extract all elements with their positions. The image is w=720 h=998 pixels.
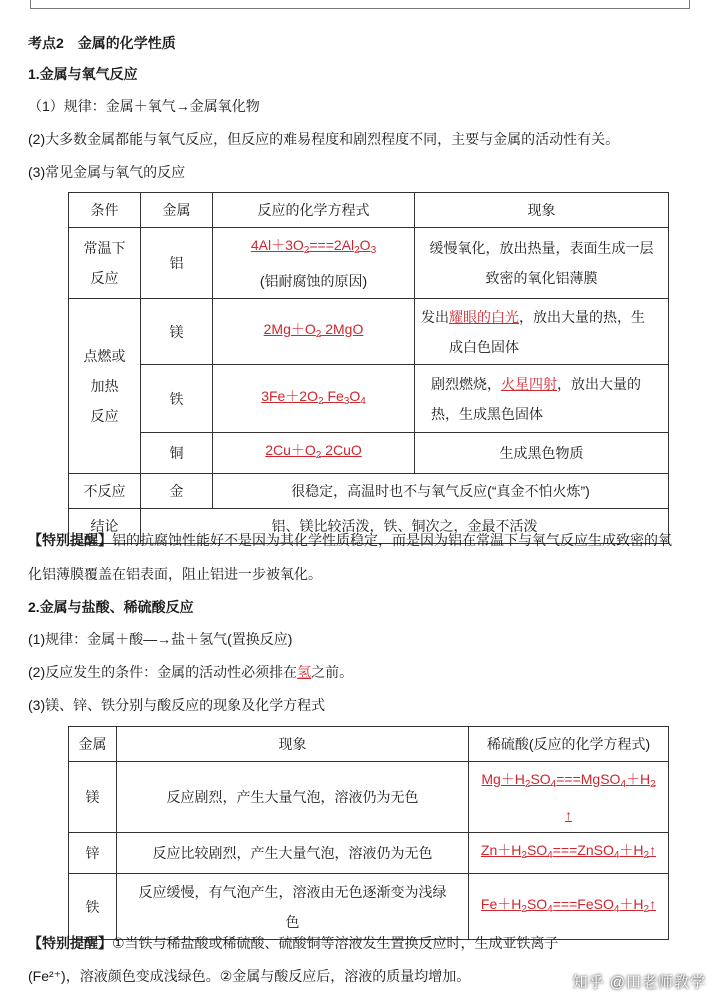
table-row [69,299,669,365]
table-row [69,874,669,940]
conclusion-text: 铝、镁比较活泼，铁、铜次之，金最不活泼 [141,509,669,544]
table-header: 现象 [117,727,469,762]
table-row [69,228,669,299]
condition-cell: 不反应 [69,474,141,509]
phenomenon-text: 热，生成黑色固体 [431,405,543,422]
table-header: 金属 [69,727,117,762]
phenomenon-cell: 反应剧烈，产生大量气泡，溶液仍为无色 [117,762,469,833]
metal-cell: 镁 [141,299,213,365]
phenomenon-text: 发出耀眼的白光，放出大量的热，生 [421,308,645,325]
equation-cell [213,228,415,299]
phenomenon-cell: 生成黑色物质 [415,433,669,474]
phenomenon-cell [117,874,469,940]
tip-text: 铝的抗腐蚀性能好不是因为其化学性质稳定，而是因为铝在常温下与氧气反应生成致密的氧 [112,532,672,548]
part1-note3: (3)常见金属与氧气的反应 [28,164,186,180]
phenomenon-text: 成白色固体 [449,338,519,355]
equation: $2Mg+O_2$ 2MgO [263,320,364,340]
part2-note3: (3)镁、锌、铁分别与酸反应的现象及化学方程式 [28,697,326,713]
tip-1 [28,528,700,552]
condition-text: 点燃或 [83,348,126,364]
table-header: 条件 [69,193,141,228]
condition-text: 加热 [90,378,119,394]
part1-rule: （1）规律：金属＋氧气→金属氧化物 [28,98,260,114]
table-header: 稀硫酸(反应的化学方程式) [469,727,669,762]
phenomenon-text: 剧烈燃烧，火星四射，放出大量的 [431,375,641,392]
table-row [69,762,669,833]
phenomenon-cell [415,365,669,433]
tip-label: 【特别提醒】 [28,935,112,951]
equation-cell [469,833,669,874]
table-row [69,833,669,874]
condition-cell [69,228,141,299]
description-cell: 很稳定，高温时也不与氧气反应(“真金不怕火炼”) [213,474,669,509]
part2-rule: (1)规律：金属＋酸—→盐＋氢气(置换反应) [28,631,293,647]
equation: $2Cu+O_2$ 2CuO [265,442,362,461]
equation-cell [213,365,415,433]
tip-text: ①当铁与稀盐酸或稀硫酸、硫酸铜等溶液发生置换反应时，生成亚铁离子 [112,935,559,951]
section-title: 考点2 金属的化学性质 [28,35,176,51]
table-row [69,433,669,474]
phenomenon-text: 致密的氧化铝薄膜 [485,270,598,286]
equation-arrow: ↑ [565,807,572,823]
conclusion-label: 结论 [69,509,141,544]
phenomenon-text: 反应缓慢，有气泡产生，溶液由无色逐渐变为浅绿 [138,883,447,900]
equation: $4Al+3O_2===2Al_2O_3$ [250,237,377,256]
condition-text: 反应 [90,270,119,286]
tip-1-cont: 化铝薄膜覆盖在铝表面，阻止铝进一步被氧化。 [28,566,322,582]
condition-text: 反应 [90,408,119,424]
condition-text: 常温下 [83,240,126,256]
tip-2-cont: (Fe²⁺)，溶液颜色变成浅绿色。②金属与酸反应后，溶液的质量均增加。 [28,968,471,984]
part2-condition: (2)反应发生的条件：金属的活动性必须排在氢之前。 [28,664,354,680]
metal-cell: 镁 [69,762,117,833]
part2-heading: 2.金属与盐酸、稀硫酸反应 [28,599,194,615]
watermark: 知乎 @田老师教学 [572,974,706,991]
part1-heading: 1.金属与氧气反应 [28,66,138,82]
oxygen-reaction-table [68,192,669,544]
equation: $Mg+H_2SO_4===MgSO_4+H_2$ [481,771,656,790]
table-row [69,365,669,433]
equation-cell [213,433,415,474]
table-header: 金属 [141,193,213,228]
phenomenon-cell: 反应比较剧烈，产生大量气泡，溶液仍为无色 [117,833,469,874]
phenomenon-cell [415,228,669,299]
condition-cell [69,299,141,474]
table-header: 现象 [415,193,669,228]
phenomenon-text: 缓慢氧化，放出热量，表面生成一层 [429,240,654,256]
phenomenon-text: 色 [285,913,300,930]
metal-cell: 铁 [141,365,213,433]
equation-cell [469,874,669,940]
acid-reaction-table [68,726,669,940]
metal-cell: 金 [141,474,213,509]
equation-cell [213,299,415,365]
table-row [69,474,669,509]
metal-cell: 铝 [141,228,213,299]
metal-cell: 锌 [69,833,117,874]
tip-2 [28,931,700,955]
top-border [0,0,720,14]
table-header: 反应的化学方程式 [213,193,415,228]
equation: $Zn+H_2SO_4===ZnSO_4+H_2↑$ [480,842,657,861]
equation: $Fe+H_2SO_4===FeSO_4+H_2↑$ [480,895,657,915]
equation: $3Fe+2O_2$ $Fe_3O_4$ [261,387,366,407]
metal-cell: 铁 [69,874,117,940]
equation-cell [469,762,669,833]
equation-note: (铝耐腐蚀的原因) [259,273,368,289]
part1-note2: (2)大多数金属都能与氧气反应，但反应的难易程度和剧烈程度不同，主要与金属的活动性有关。 [28,131,620,147]
metal-cell: 铜 [141,433,213,474]
tip-label: 【特别提醒】 [28,532,112,548]
phenomenon-cell [415,299,669,365]
